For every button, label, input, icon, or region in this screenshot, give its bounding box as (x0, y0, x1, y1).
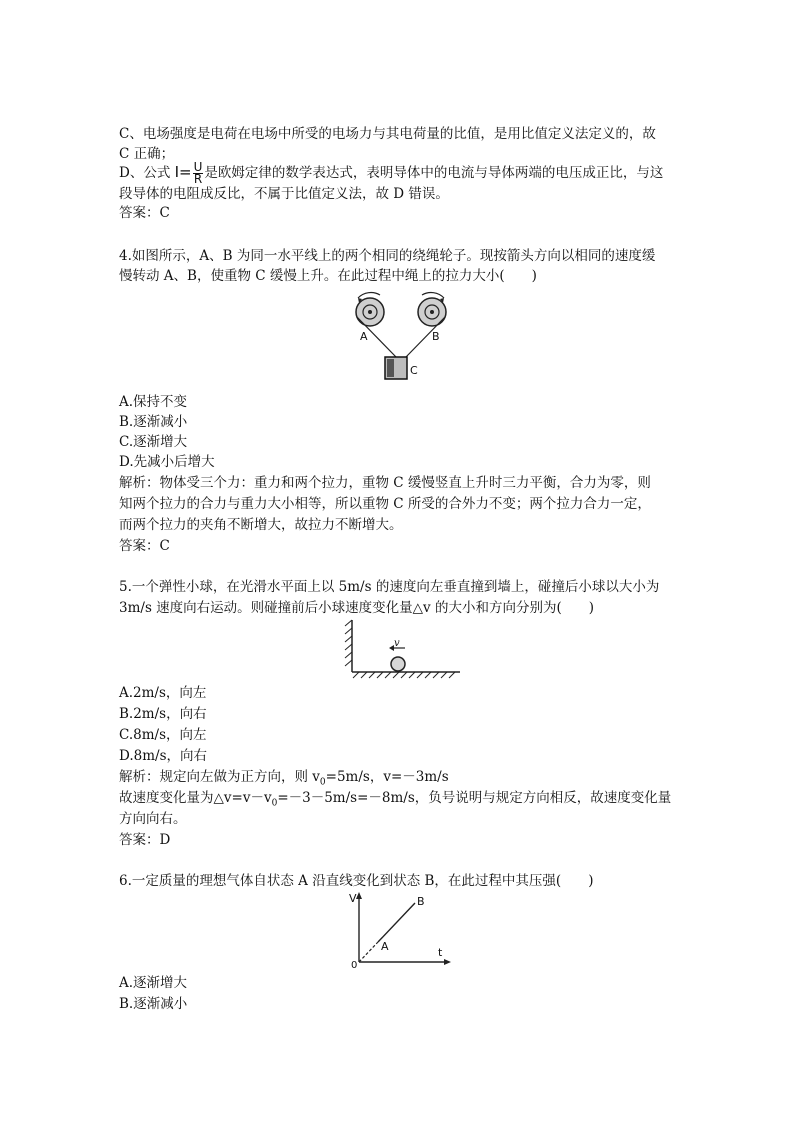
t-axis-arrow-icon (444, 959, 451, 965)
q3-option-d-line2: 段导体的电阻成反比，不属于比值定义法，故 D 错误。 (119, 186, 449, 202)
rotation-arrow-a-icon (358, 293, 380, 298)
q4-option-d: D.先减小后增大 (119, 454, 215, 470)
ohm-formula-lhs: I= (174, 163, 192, 181)
q5-analysis-line3: 方向向右。 (119, 811, 187, 827)
q4-analysis-line2: 知两个拉力的合力与重力大小相等，所以重物 C 所受的合外力不变；两个拉力合力一定， (119, 496, 651, 512)
v-t-graph (345, 890, 455, 970)
fig-label-v: v (394, 638, 400, 649)
fig-label-b: B (432, 330, 440, 343)
q6-option-b: B.逐渐减小 (119, 996, 188, 1012)
q4-analysis-line3: 而两个拉力的夹角不断增大，故拉力不断增大。 (119, 517, 403, 533)
wall-ball-figure (343, 618, 463, 680)
q5-stem-line2: 3m/s 速度向右运动。则碰撞前后小球速度变化量△v 的大小和方向分别为( ) (119, 600, 594, 616)
wall-hatch (345, 620, 352, 666)
q3-answer: 答案：C (119, 205, 170, 221)
fig-label-b: B (417, 895, 425, 908)
q3-option-c-line1: C、电场强度是电荷在电场中所受的电场力与其电荷量的比值，是用比值定义法定义的，故 (119, 126, 656, 142)
q5-analysis-line2-b: =－3－5m/s=－8m/s，负号说明与规定方向相反，故速度变化量 (277, 790, 672, 806)
extension-line (359, 942, 378, 962)
ball-icon (391, 657, 405, 671)
q4-option-b: B.逐渐减小 (119, 414, 188, 430)
fig-label-c: C (410, 364, 418, 377)
floor-hatch (353, 672, 455, 678)
q3-option-c-line2: C 正确； (119, 146, 175, 162)
fig-label-t: t (438, 946, 443, 959)
q5-analysis-line1-b: =5m/s，v=－3m/s (325, 769, 449, 785)
q5-analysis-line2 (119, 788, 671, 814)
v-axis-arrow-icon (356, 892, 362, 899)
q3-option-d-text: 是欧姆定律的数学表达式，表明导体中的电流与导体两端的电压成正比，与这 (204, 165, 664, 181)
q3-option-d-line1 (119, 158, 663, 187)
fig-label-a: A (360, 330, 368, 343)
fig-label-o: 0 (351, 960, 358, 970)
q6-stem: 6.一定质量的理想气体自状态 A 沿直线变化到状态 B，在此过程中其压强( ) (119, 873, 594, 889)
q5-option-c: C.8m/s，向左 (119, 727, 207, 743)
q5-option-d: D.8m/s，向右 (119, 748, 208, 764)
q5-analysis-line1-sub: 0 (319, 777, 326, 788)
q4-answer: 答案：C (119, 538, 170, 554)
q6-option-a: A.逐渐增大 (119, 975, 188, 991)
rotation-arrow-b-icon (422, 293, 444, 298)
ohm-formula-denominator: R (193, 172, 203, 186)
q4-stem-line1: 4.如图所示，A、B 为同一水平线上的两个相同的绕绳轮子。现按箭头方向以相同的速度缓 (119, 248, 656, 264)
ohm-formula-fraction (193, 162, 204, 185)
fig-label-v: V (349, 892, 357, 905)
q5-stem-line1: 5.一个弹性小球，在光滑水平面上以 5m/s 的速度向左垂直撞到墙上，碰撞后小球以大小为 (119, 579, 660, 595)
q4-option-a: A.保持不变 (119, 394, 188, 410)
q5-option-a: A.2m/s，向左 (119, 685, 207, 701)
q5-answer: 答案：D (119, 832, 171, 848)
q5-analysis-line1-a: 解析：规定向左做为正方向，则 v (119, 769, 320, 785)
q5-analysis-line2-a: 故速度变化量为△v=v－v (119, 790, 272, 806)
q4-stem-line2: 慢转动 A、B，使重物 C 缓慢上升。在此过程中绳上的拉力大小( ) (119, 268, 537, 284)
q4-option-c: C.逐渐增大 (119, 434, 188, 450)
pulley-figure (340, 290, 460, 385)
ohm-formula-numerator: U (193, 160, 203, 174)
q4-analysis-line1: 解析：物体受三个力：重力和两个拉力，重物 C 缓慢竖直上升时三力平衡，合力为零，则 (119, 475, 651, 491)
q3-option-d-prefix: D、公式 (119, 165, 175, 181)
ab-segment (378, 903, 415, 942)
q5-option-b: B.2m/s，向右 (119, 706, 207, 722)
q5-analysis-line2-sub: 0 (271, 798, 278, 809)
fig-label-a: A (381, 940, 389, 953)
